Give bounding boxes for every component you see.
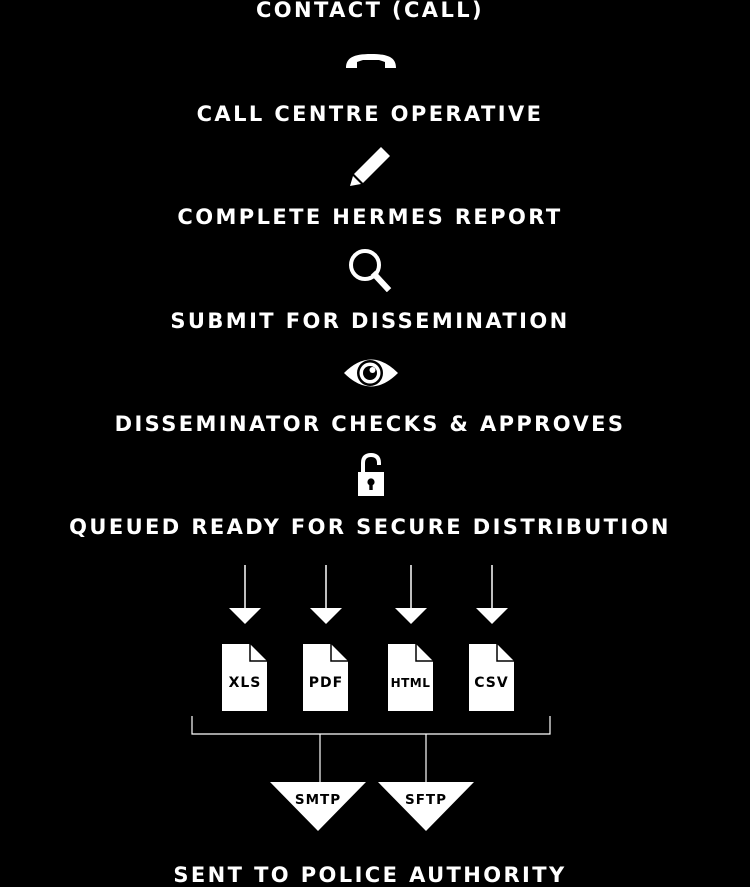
phone-icon xyxy=(345,50,397,70)
format-label-html: HTML xyxy=(390,676,431,690)
step-submit-for-dissemination: SUBMIT FOR DISSEMINATION xyxy=(170,309,570,333)
magnifier-icon xyxy=(347,248,393,292)
down-arrow-html xyxy=(395,565,427,624)
step-queued-ready-for-distribution: QUEUED READY FOR SECURE DISTRIBUTION xyxy=(69,515,671,539)
down-arrow-csv xyxy=(476,565,508,624)
document-icon-csv xyxy=(469,644,514,711)
down-arrow-xls xyxy=(229,565,261,624)
document-icon-html xyxy=(388,644,433,711)
distribution-diagram xyxy=(0,555,750,845)
step-disseminator-checks-approves: DISSEMINATOR CHECKS & APPROVES xyxy=(114,412,626,436)
document-icon-pdf xyxy=(303,644,348,711)
pencil-icon xyxy=(349,146,391,186)
format-label-xls: XLS xyxy=(228,675,262,691)
padlock-icon xyxy=(356,452,386,498)
format-label-pdf: PDF xyxy=(308,675,344,691)
format-label-csv: CSV xyxy=(474,675,509,691)
transport-label-smtp: SMTP xyxy=(294,792,342,808)
transport-label-sftp: SFTP xyxy=(404,792,448,808)
transport-smtp xyxy=(270,782,366,831)
step-sent-to-police-authority: SENT TO POLICE AUTHORITY xyxy=(173,863,567,887)
step-call-centre-operative: CALL CENTRE OPERATIVE xyxy=(196,102,544,126)
step-contact-call: CONTACT (CALL) xyxy=(255,0,485,22)
eye-icon xyxy=(343,352,399,394)
document-icon-xls xyxy=(222,644,267,711)
bracket-connector xyxy=(192,716,550,734)
step-complete-hermes-report: COMPLETE HERMES REPORT xyxy=(177,205,563,229)
transport-sftp xyxy=(378,782,474,831)
down-arrow-pdf xyxy=(310,565,342,624)
